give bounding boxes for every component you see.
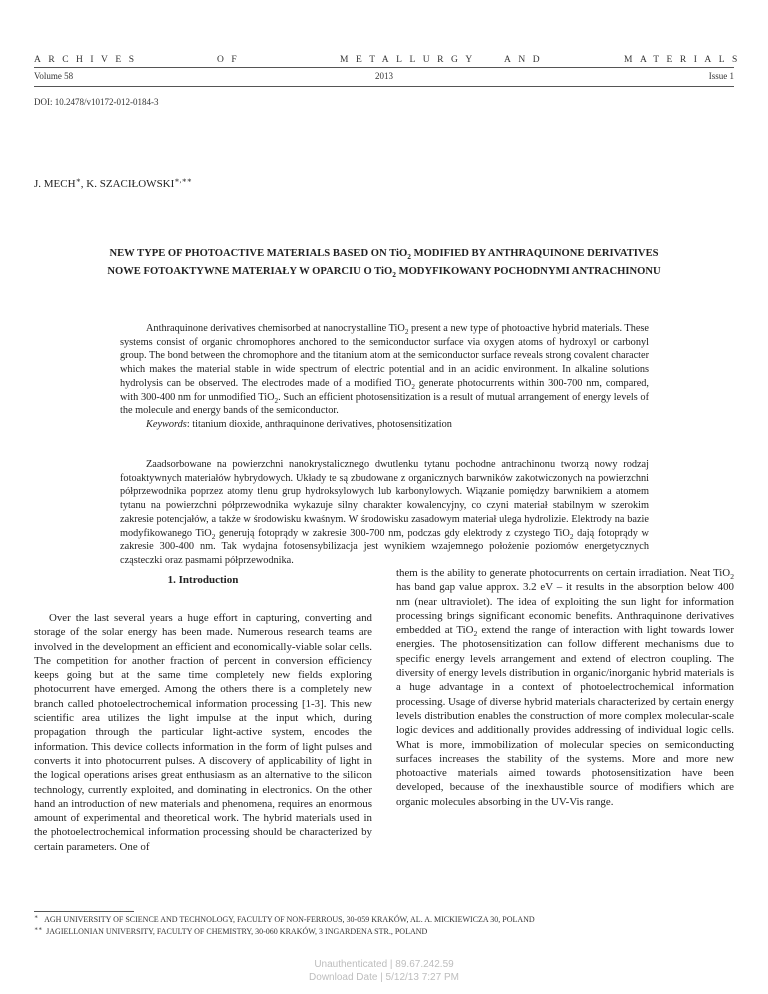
title-text: MODIFIED BY ANTHRAQUINONE DERIVATIVES	[410, 248, 659, 259]
column-left	[34, 611, 372, 854]
year: 2013	[375, 71, 393, 81]
journal-word-archives: ARCHIVES	[34, 55, 142, 65]
abstract-polish	[120, 458, 649, 568]
footnote-1	[34, 915, 535, 924]
doi: DOI: 10.2478/v10172-012-0184-3	[34, 97, 159, 107]
watermark-line-1: Unauthenticated | 89.67.242.59	[314, 959, 454, 970]
text: extend the range of interaction with light towards lower energies. The photosensitization can follow different mechanisms due to specific energy levels arrangement and extend of electron coupling. The diversity of energy levels distribution in organic/inorganic hybrid materials is a huge advantage in a context of photoelectrochemical information processing. Usage of diverse hybrid materials characterized by certain energy levels distribution enables the construction of more complex molecular-scale logic devices and additionally provides addressing of individual logic cells. What is more, immobilization of molecular species on semiconducting surfaces increases the stability of the systems. More and more new photoactive materials aimed towards photosensitization have been developed, because of the inexhaustible source of modifiers which are organic molecules absorbing in the UV-Vis range.	[396, 624, 734, 808]
text: dają fotoprądy w zakresie 300-400 nm. Tak wydajna fotosensybilizacja jest wynikiem wzajemnego położenie poziomów energetycznych cząsteczki oraz pasmami półprzewodnika.	[120, 527, 649, 566]
title-polish-final	[0, 266, 768, 280]
abstract-paragraph	[120, 322, 649, 418]
keywords-label: Keywords	[146, 418, 187, 430]
footnote-mark: ∗∗	[34, 926, 43, 933]
authors	[34, 175, 192, 190]
keywords	[120, 418, 649, 432]
body-paragraph: Over the last several years a huge effort in capturing, converting and storage of the solar energy has been made. Numerous research teams are involved in the development an efficient and economically-viable solar cells. The competition for another fraction of percent in conversion efficiency keeps going but at the same time completely new fields exploring photocurrent have emerged. Among the others there is a completely new branch called photoelectrochemical information processing [1-3]. This new scientific area utilizes the light impulse at the input which, during propagation through the particular light-active system, encodes the information. This device collects information in the form of light pulses and converts it into photocurrent pulses. A discovery of applicability of light in the logical operations arises great enthusiasm as an alternative to the silicon technology, currently exploited, and dominating in electronics. On the other hand an introduction of new materials and phenomena, requires an enormous amount of experimental and theoretical work. The hybrid materials used in the photoelectrochemical information processing should be characterized by certain parameters. One of	[34, 612, 372, 853]
issue: Issue 1	[708, 71, 734, 81]
volume: Volume 58	[34, 71, 74, 81]
journal-word-metallurgy: METALLURGY	[340, 55, 480, 65]
column-right	[396, 566, 734, 809]
journal-word-materials: MATERIALS	[624, 55, 745, 65]
download-watermark	[0, 958, 768, 984]
title-text: NOWE FOTOAKTYWNE MATERIAŁY W OPARCIU O TiO	[107, 266, 393, 277]
header-rule-top	[34, 67, 734, 68]
subscript: 2	[392, 270, 396, 280]
text: generate photocurrents within 300-700 nm, compared, with 300-400 nm for unmodified TiO	[120, 377, 649, 403]
affiliation-mark: ∗	[75, 175, 81, 185]
watermark-line-2: Download Date | 5/12/13 7:27 PM	[309, 972, 459, 983]
subscript: 2	[730, 572, 734, 582]
text: Zaadsorbowane na powierzchni nanokrystalicznego dwutlenku tytanu pochodne antrachinonu tworzą nowy rodzaj fotoaktywnych materiałów hybrydowych. Układy te są zbudowane z organicznych barwników zakotwiczonych na powierzchni półprzewodnika poprzez atomy tlenu grup hydroksylowych lub karbonylowych. Wiązanie pomiędzy barwnikiem a atomem tytanu na powierzchni półprzewodnika wykazuje silny charakter kowalencyjny, co czyni materiał stabilnym w szerokim zakresie potencjałów, a także w środowisku kwaśnym. W środowisku zasadowym materiał ulega hydrolizie. Elektrody na bazie modyfikowanego TiO	[120, 459, 649, 539]
text: generują fotoprądy w zakresie 300-700 nm, podczas gdy elektrody z czystego TiO	[215, 527, 570, 539]
keywords-list: : titanium dioxide, anthraquinone derivatives, photosensitization	[186, 418, 452, 430]
header-rule-bottom	[34, 86, 734, 87]
journal-word-and: AND	[504, 55, 548, 65]
section-heading: 1. Introduction	[167, 574, 239, 586]
title-text: NEW TYPE OF PHOTOACTIVE MATERIALS BASED ON TiO	[109, 248, 408, 259]
subscript: 2	[274, 396, 279, 405]
abstract-english	[120, 322, 649, 432]
text: present a new type of photoactive hybrid materials. These systems consist of organic chromophores anchored to the semiconductor surface via oxygen atoms of hydroxyl or carbonyl group. The bond between the chromophore and the titanium atom at the semiconductor surface reveals strong covalent character which makes the material stable in wide spectrum of electric potential and in an acidic environment. In alkaline solutions hydrolysis can be observed. The electrodes made of a modified TiO	[120, 323, 649, 389]
subscript: 2	[211, 532, 216, 541]
author-names-2: , K. SZACIŁOWSKI	[80, 178, 175, 190]
text: them is the ability to generate photocurrents on certain irradiation. Neat TiO	[396, 567, 731, 579]
footnote-rule	[34, 911, 134, 912]
title-text: MODYFIKOWANY POCHODNYMI ANTRACHINONU	[395, 266, 661, 277]
footnote-2	[34, 927, 427, 936]
body-paragraph	[396, 566, 734, 809]
subscript: 2	[569, 532, 574, 541]
footnote-mark: ∗	[34, 914, 39, 921]
abstract-paragraph	[120, 458, 649, 568]
subscript: 2	[407, 252, 411, 262]
footnote-text: JAGIELLONIAN UNIVERSITY, FACULTY OF CHEMISTRY, 30-060 KRAKÓW, 3 INGARDENA STR., POLAND	[46, 927, 428, 936]
footnote-text: AGH UNIVERSITY OF SCIENCE AND TECHNOLOGY, FACULTY OF NON-FERROUS, 30-059 KRAKÓW, AL. A. MICKIEWICZA 30, POLAND	[44, 915, 535, 924]
author-names: J. MECH	[34, 178, 76, 190]
journal-word-of: OF	[217, 55, 245, 65]
subscript: 2	[404, 328, 409, 337]
text: has band gap value approx. 3.2 eV – it results in the absorption below 400 nm (near ultraviolet). The idea of exploiting the sun light for information processing brings significant economic benefits. Anthraquinone derivatives embedded at TiO	[396, 581, 734, 637]
text: . Such an efficient photosensitization is a result of mutual arrangement of energy levels of the molecule and energy bands of the semiconductor.	[120, 391, 649, 417]
subscript: 2	[411, 382, 415, 391]
subscript: 2	[473, 629, 478, 639]
text: Anthraquinone derivatives chemisorbed at nanocrystalline TiO	[146, 323, 405, 334]
affiliation-mark: ∗,∗∗	[174, 175, 192, 185]
title-english	[0, 248, 768, 262]
